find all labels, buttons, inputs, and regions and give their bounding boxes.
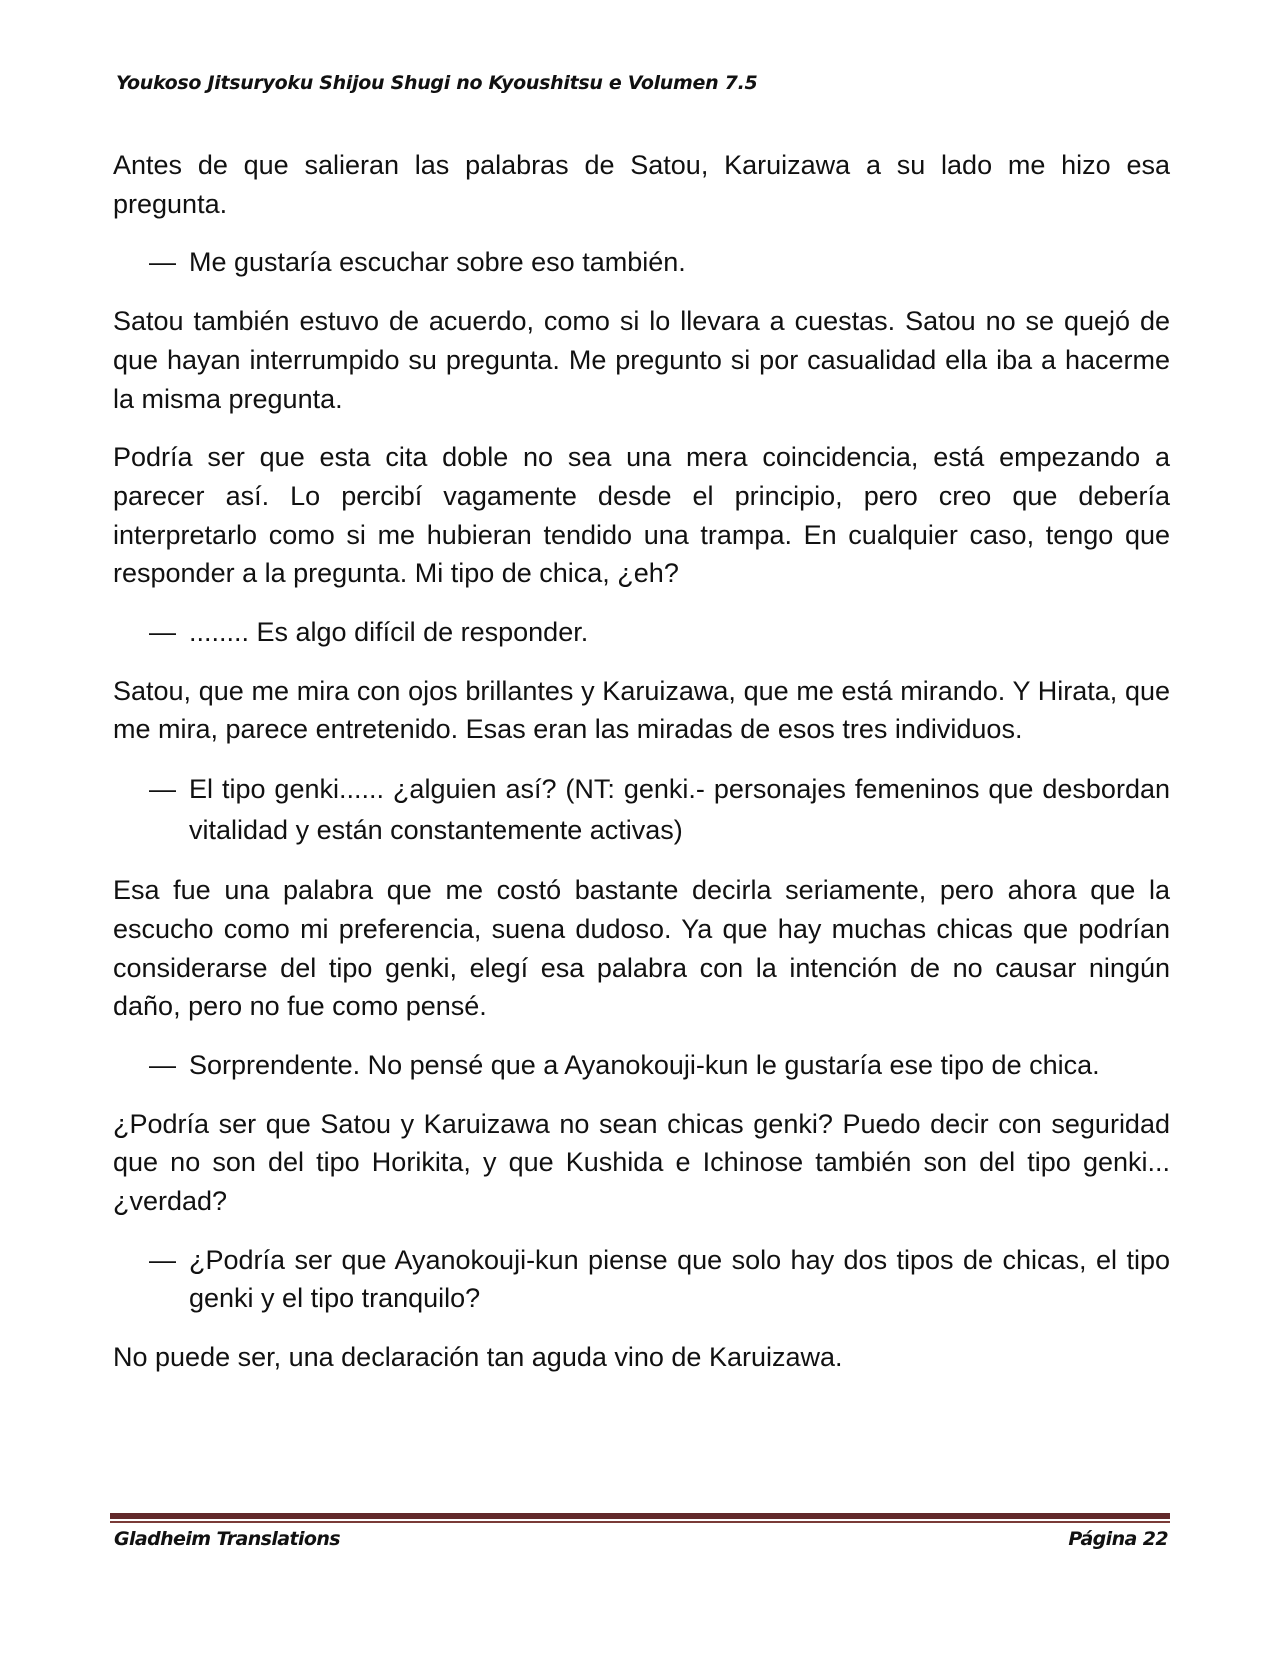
dialogue-line xyxy=(113,1241,1170,1318)
running-header: Youkoso Jitsuryoku Shijou Shugi no Kyoushitsu e Volumen 7.5 xyxy=(116,72,758,94)
dialogue-line xyxy=(113,1046,1170,1085)
page-body xyxy=(113,146,1170,1397)
footer-rule-thin xyxy=(110,1521,1170,1523)
dialogue-dash: — xyxy=(149,617,176,648)
dialogue-text: Sorprendente. No pensé que a Ayanokouji-kun le gustaría ese tipo de chica. xyxy=(189,1049,1100,1080)
dialogue-text: El tipo genki...... ¿alguien así? (NT: genki.- personajes femeninos que desbordan vitalidad y están constantemente activas) xyxy=(189,774,1170,846)
dialogue-dash: — xyxy=(149,1049,176,1080)
paragraph: No puede ser, una declaración tan aguda vino de Karuizawa. xyxy=(113,1342,843,1373)
paragraph: Satou también estuvo de acuerdo, como si lo llevara a cuestas. Satou no se quejó de que hayan interrumpido su pregunta. Me pregunto si por casualidad ella iba a hacerme la misma pregunta. xyxy=(113,306,1170,414)
paragraph: Satou, que me mira con ojos brillantes y Karuizawa, que me está mirando. Y Hirata, que me mira, parece entretenido. Esas eran las miradas de esos tres individuos. xyxy=(113,675,1170,745)
paragraph: Antes de que salieran las palabras de Satou, Karuizawa a su lado me hizo esa pregunta. xyxy=(113,150,1170,219)
page-number: Página 22 xyxy=(1068,1528,1168,1550)
footer-translator: Gladheim Translations xyxy=(114,1528,340,1550)
paragraph: ¿Podría ser que Satou y Karuizawa no sean chicas genki? Puedo decir con seguridad que no son del tipo Horikita, y que Kushida e Ichinose también son del tipo genki... ¿verdad? xyxy=(113,1108,1170,1217)
paragraph: Esa fue una palabra que me costó bastante decirla seriamente, pero ahora que la escucho como mi preferencia, suena dudoso. Ya que hay muchas chicas que podrían considerarse del tipo genki, elegí esa palabra con la intención de no causar ningún daño, pero no fue como pensé. xyxy=(113,875,1170,1022)
footer-rule xyxy=(110,1513,1170,1519)
dialogue-line xyxy=(113,243,1170,282)
dialogue-line xyxy=(113,613,1170,652)
dialogue-dash: — xyxy=(149,247,176,278)
dialogue-line xyxy=(113,769,1170,851)
paragraph: Podría ser que esta cita doble no sea una mera coincidencia, está empezando a parecer así. Lo percibí vagamente desde el principio, pero creo que debería interpretarlo como si me hubieran tendido una trampa. En cualquier caso, tengo que responder a la pregunta. Mi tipo de chica, ¿eh? xyxy=(113,442,1170,589)
dialogue-dash: — xyxy=(149,1244,176,1275)
dialogue-text: ........ Es algo difícil de responder. xyxy=(189,617,589,648)
dialogue-text: ¿Podría ser que Ayanokouji-kun piense que solo hay dos tipos de chicas, el tipo genki y el tipo tranquilo? xyxy=(189,1244,1170,1314)
dialogue-text: Me gustaría escuchar sobre eso también. xyxy=(189,247,686,278)
dialogue-dash: — xyxy=(149,774,176,805)
